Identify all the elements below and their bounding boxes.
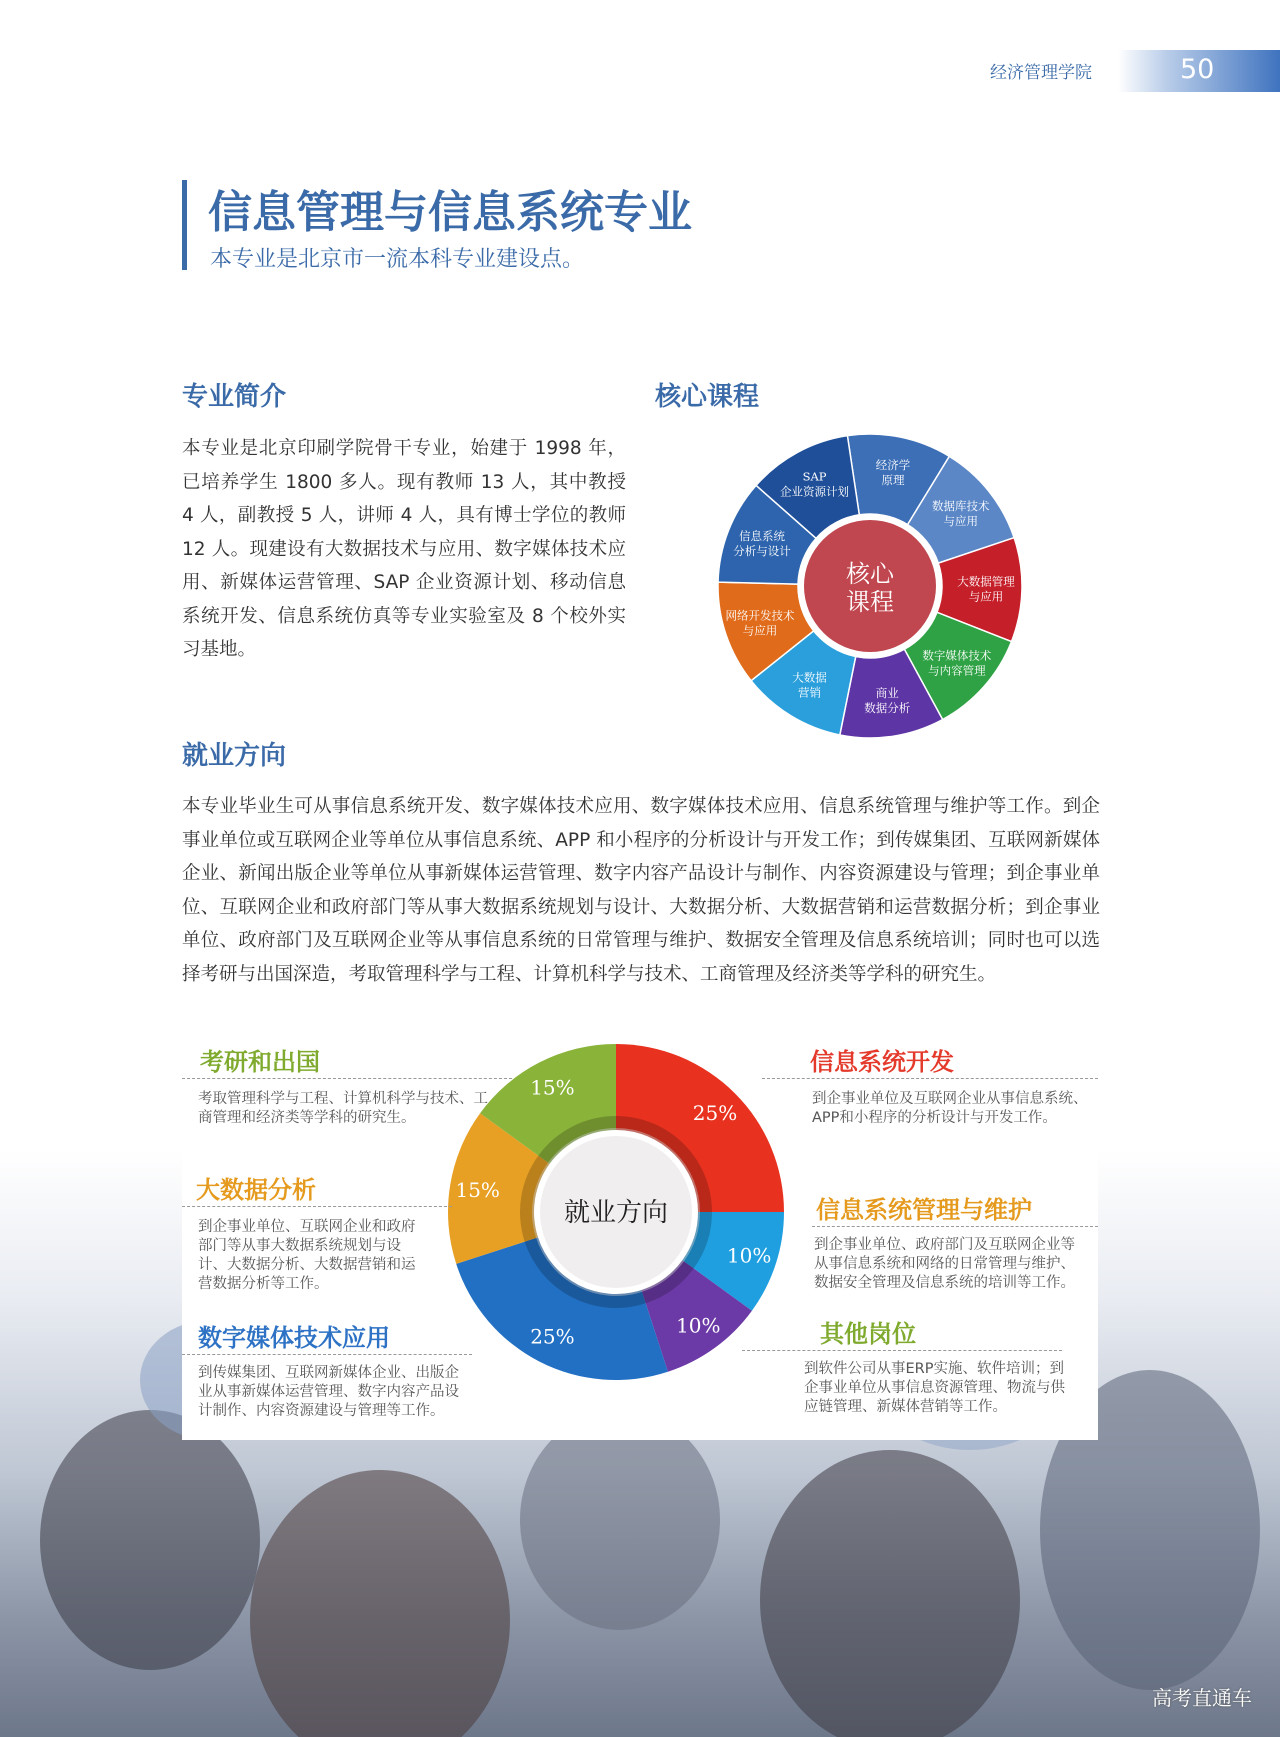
core-course-wheel	[712, 428, 1028, 744]
core-segment-label: 与应用	[742, 623, 778, 638]
core-segment-label: 信息系统	[739, 529, 786, 544]
page-number: 50	[1180, 54, 1215, 85]
core-center-label: 课程	[846, 588, 894, 616]
core-segment-label: 数据库技术	[931, 499, 990, 514]
title-accent-bar	[182, 180, 187, 270]
cat-desc-dev: 到企事业单位及互联网企业从事信息系统、APP和小程序的分析设计与开发工作。	[812, 1091, 1088, 1126]
career-text: 本专业毕业生可从事信息系统开发、数字媒体技术应用、数字媒体技术应用、信息系统管理与维护等工作。到企事业单位或互联网企业等单位从事信息系统、APP 和小程序的分析设计与开发工作；到传媒集团、互联网新媒体企业、新闻出版企业等单位从事新媒体运营管理、数字内容产品设计与制作、内容资源建设与管理；到企事业单位、互联网企业和政府部门等从事大数据系统规划与设计、大数据分析、大数据营销和运营数据分析；到企事业单位、政府部门及互联网企业等从事信息系统的日常管理与维护、数据安全管理及信息系统培训；同时也可以选择考研与出国深造，考取管理科学与工程、计算机科学与技术、工商管理及经济类等学科的研究生。	[182, 796, 1100, 985]
intro-text: 本专业是北京印刷学院骨干专业，始建于 1998 年，已培养学生 1800 多人。现有教师 13 人，其中教授 4 人，副教授 5 人，讲师 4 人，具有博士学位的教师 12 人。现建设有大数据技术与应用、数字媒体技术应用、新媒体运营管理、SAP 企业资源计划、移动信息系统开发、信息系统仿真等专业实验室及 8 个校外实习基地。	[182, 438, 626, 660]
core-heading: 核心课程	[655, 382, 760, 412]
cat-title-postgrad: 考研和出国	[200, 1048, 320, 1076]
divider	[812, 1226, 1098, 1227]
divider	[762, 1078, 1098, 1079]
cat-desc-media: 到传媒集团、互联网新媒体企业、出版企业从事新媒体运营管理、数字内容产品设计制作、内容资源建设与管理等工作。	[198, 1365, 459, 1419]
cat-title-media: 数字媒体技术应用	[198, 1324, 390, 1352]
donut-center-label: 就业方向	[563, 1198, 669, 1228]
department-label: 经济管理学院	[990, 63, 1092, 83]
intro-heading: 专业简介	[182, 382, 287, 412]
core-segment-label: 营销	[797, 685, 821, 700]
core-segment-label: 原理	[881, 472, 905, 487]
donut-slice-label: 10%	[676, 1313, 721, 1338]
cat-title-other: 其他岗位	[820, 1320, 916, 1348]
core-segment-label: 数字媒体技术	[922, 648, 992, 663]
divider	[742, 1350, 1062, 1351]
cat-desc-postgrad: 考取管理科学与工程、计算机科学与技术、工商管理和经济类等学科的研究生。	[198, 1091, 488, 1126]
divider	[182, 1078, 512, 1079]
cat-desc-bigdata: 到企事业单位、互联网企业和政府部门等从事大数据系统规划与设计、大数据分析、大数据营销和运营数据分析等工作。	[198, 1219, 416, 1292]
donut-slice-label: 10%	[726, 1243, 772, 1268]
page-title: 信息管理与信息系统专业	[208, 187, 692, 238]
core-segment-label: 网络开发技术	[725, 608, 795, 623]
donut-slice-label: 15%	[530, 1075, 575, 1100]
core-segment-label: 企业资源计划	[780, 484, 850, 499]
core-segment-label: 商业	[875, 686, 899, 701]
core-segment-label: 与应用	[943, 514, 978, 529]
cat-desc-maintenance: 到企事业单位、政府部门及互联网企业等从事信息系统和网络的日常管理与维护、数据安全管理及信息系统的培训等工作。	[814, 1237, 1075, 1291]
divider	[182, 1206, 452, 1207]
cat-desc-other: 到软件公司从事ERP实施、软件培训；到企事业单位从事信息资源管理、物流与供应链管理、新媒体营销等工作。	[804, 1361, 1065, 1415]
page-subtitle: 本专业是北京市一流本科专业建设点。	[210, 247, 585, 272]
core-center-label: 核心	[846, 560, 894, 588]
watermark: 高考直通车	[1152, 1686, 1252, 1710]
donut-slice-label: 25%	[530, 1324, 575, 1349]
donut-slice-label: 25%	[692, 1101, 738, 1126]
core-segment-label: SAP	[802, 469, 827, 484]
cat-title-bigdata: 大数据分析	[196, 1176, 316, 1204]
core-segment-label: 分析与设计	[733, 544, 791, 559]
career-infographic	[182, 1040, 1098, 1440]
cat-title-maintenance: 信息系统管理与维护	[816, 1196, 1032, 1224]
career-heading: 就业方向	[182, 741, 287, 771]
core-segment-label: 大数据	[792, 670, 827, 685]
donut-slice-label: 15%	[455, 1178, 500, 1203]
core-segment-label: 数据分析	[864, 701, 911, 716]
cat-title-dev: 信息系统开发	[810, 1048, 954, 1076]
core-segment-label: 与应用	[968, 589, 1004, 604]
core-segment-label: 与内容管理	[928, 663, 986, 678]
divider	[182, 1354, 472, 1355]
core-segment-label: 经济学	[875, 457, 911, 472]
core-segment-label: 大数据管理	[957, 574, 1015, 589]
